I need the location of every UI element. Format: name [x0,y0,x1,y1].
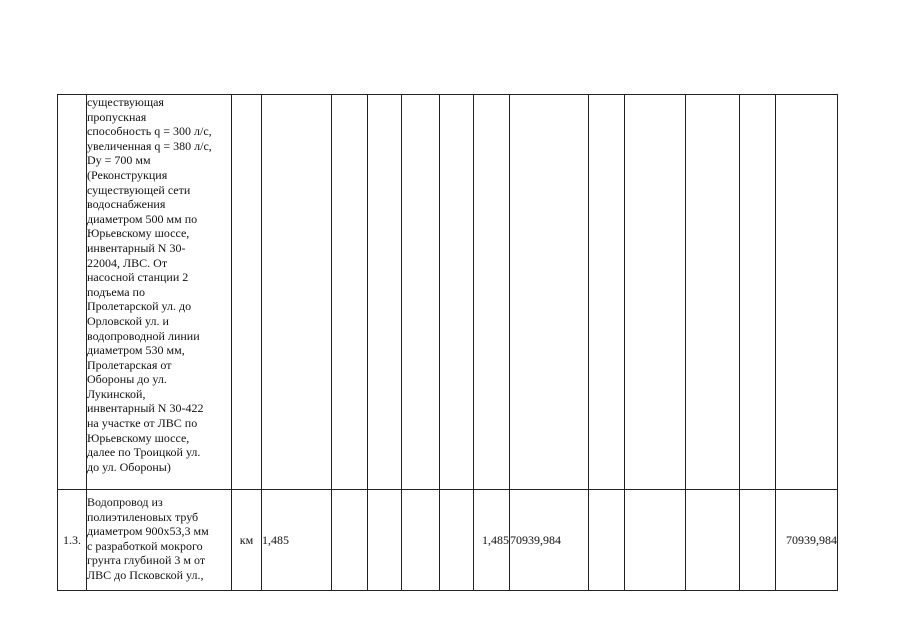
investment-table [57,94,838,591]
empty-cell [332,490,368,591]
cost-cell [510,95,589,490]
description-line: с разработкой мокрого [87,538,203,553]
cost-total-cell [776,95,838,490]
description-cell [87,95,232,490]
description-line: способность q = 300 л/с, [87,124,212,139]
description-line: Пролетарской ул. до [87,299,192,314]
quantity-total-cell [474,95,510,490]
description-line: существующая [87,95,164,109]
empty-cell [740,490,776,591]
description-line: существующей сети [87,182,191,197]
row-number-cell [58,95,87,490]
quantity-total-cell: 1,485 [474,490,510,591]
unit-cell [232,95,262,490]
unit-cell: км [232,490,262,591]
description-line: 22004, ЛВС. От [87,255,168,270]
empty-cell [686,490,740,591]
description-line: диаметром 530 мм, [87,343,185,358]
description-line: водопроводной линии [87,328,200,343]
description-line: водоснабжения [87,197,166,212]
description-line: (Реконструкция [87,167,168,182]
description-line: насосной станции 2 [87,270,189,285]
description-line: Обороны до ул. [87,372,167,387]
description-cell [87,490,232,591]
table-row [58,95,838,490]
empty-cell [440,95,474,490]
description-line: диаметром 500 мм по [87,211,198,226]
description-line: Пролетарская от [87,357,172,372]
empty-cell [625,490,686,591]
empty-cell [332,95,368,490]
description-line: грунта глубиной 3 м от [87,553,206,568]
description-line: Водопровод из [87,495,163,509]
description-line: Dy = 700 мм [87,153,151,168]
empty-cell [368,490,402,591]
quantity-cell [262,95,332,490]
description-line: инвентарный N 30-422 [87,401,204,416]
description-line: увеличенная q = 380 л/с, [87,138,212,153]
description-line: диаметром 900x53,3 мм [87,524,209,539]
description-line: полиэтиленовых труб [87,509,199,524]
description-line: инвентарный N 30- [87,240,186,255]
description-line: подъема по [87,284,145,299]
cost-cell: 70939,984 [510,490,589,591]
description-line: Юрьевскому шоссе, [87,226,190,241]
empty-cell [589,95,625,490]
description-line: Юрьевскому шоссе, [87,430,190,445]
cost-total-cell: 70939,984 [776,490,838,591]
description-line: Орловской ул. и [87,313,169,328]
quantity-cell: 1,485 [262,490,332,591]
description-line: далее по Троицкой ул. [87,445,201,460]
empty-cell [589,490,625,591]
empty-cell [625,95,686,490]
row-number-cell: 1.3. [58,490,87,591]
description-line: пропускная [87,109,147,124]
description-line: на участке от ЛВС по [87,416,198,431]
empty-cell [402,490,440,591]
empty-cell [368,95,402,490]
table-row [58,490,838,591]
empty-cell [402,95,440,490]
empty-cell [686,95,740,490]
description-line: до ул. Обороны) [87,459,171,474]
description-line: Лукинской, [87,386,146,401]
empty-cell [440,490,474,591]
empty-cell [740,95,776,490]
description-line: ЛВС до Псковской ул., [87,567,204,582]
